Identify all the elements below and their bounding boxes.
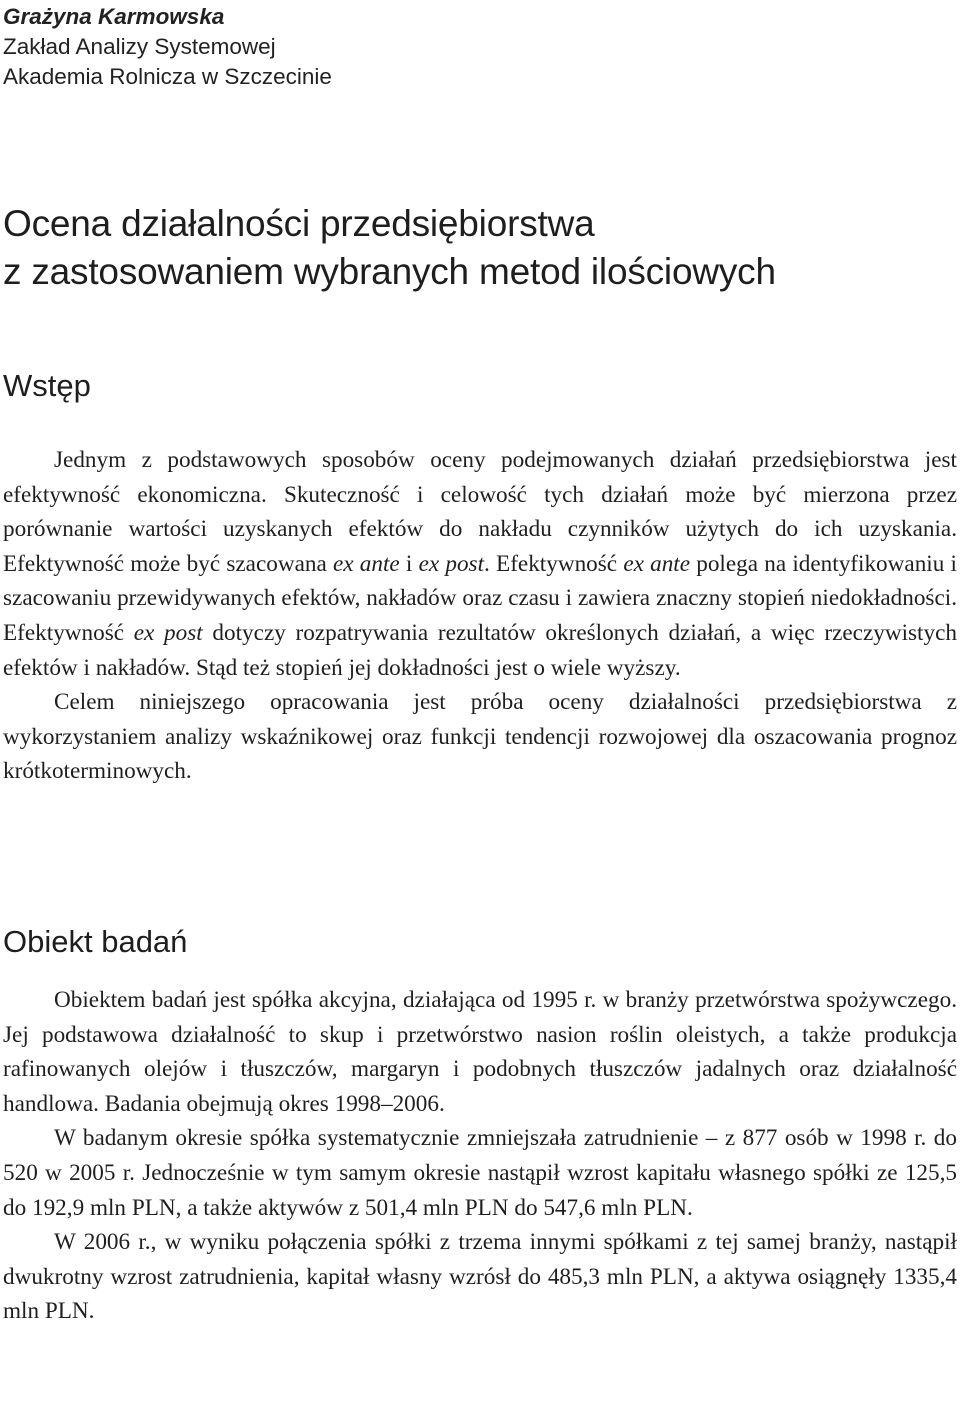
intro-paragraph-1 xyxy=(3,443,957,685)
object-paragraph-2: W badanym okresie spółka systematycznie zmniejszała zatrudnienie – z 877 osób w 1998 r. do 520 w 2005 r. Jednocześnie w tym samym okresie nastąpił wzrost kapitału własnego spółki ze 125,5 do 192,9 mln PLN, a także aktywów z 501,4 mln PLN do 547,6 mln PLN. xyxy=(3,1125,957,1221)
intro-paragraph-2: Celem niniejszego opracowania jest próba oceny działalności przedsiębiorstwa z wykorzystaniem analizy wskaźnikowej oraz funkcji tendencji rozwojowej dla oszacowania prognoz krótkoterminowych. xyxy=(3,689,957,785)
section-body-intro xyxy=(3,443,957,789)
intro-p1-text-1: Jednym z podstawowych sposobów oceny podejmowanych działań przedsiębiorstwa jest efektywność ekonomiczna. Skuteczność i celowość tych działań może być mierzona przez porównanie wartości uzyskanych efektów do nakładu czynników użytych do ich uzyskania. Efektywność może być szacowana xyxy=(3,447,957,577)
intro-p1-text-4: polega na identyfikowaniu i szacowaniu przewidywanych efektów, nakładów oraz czasu i zawiera znaczny stopień niedokładności. Efektywność xyxy=(3,550,957,646)
section-body-object xyxy=(3,983,957,1329)
intro-p1-ex-post-1: ex post xyxy=(418,550,485,577)
intro-p1-text-5: dotyczy rozpatrywania rezultatów określonych działań, a więc rzeczywistych efektów i nakładów. Stąd też stopień jej dokładności jest o wiele wyższy. xyxy=(3,619,957,681)
intro-p1-text-2: i xyxy=(399,550,419,577)
section-heading-intro: Wstęp xyxy=(3,368,91,403)
paper-title xyxy=(3,200,776,296)
author-department: Zakład Analizy Systemowej xyxy=(3,34,276,59)
intro-p1-ex-ante-2: ex ante xyxy=(623,550,691,577)
author-block xyxy=(3,2,332,92)
intro-p1-ex-post-2: ex post xyxy=(133,619,203,646)
author-name: Grażyna Karmowska xyxy=(3,4,225,29)
intro-p1-ex-ante-1: ex ante xyxy=(333,550,400,577)
object-paragraph-3: W 2006 r., w wyniku połączenia spółki z trzema innymi spółkami z tej samej branży, nastąpił dwukrotny wzrost zatrudnienia, kapitał własny wzrósł do 485,3 mln PLN, a aktywa osiągnęły 1335,4 mln PLN. xyxy=(3,1229,957,1325)
object-paragraph-1: Obiektem badań jest spółka akcyjna, działająca od 1995 r. w branży przetwórstwa spożywczego. Jej podstawowa działalność to skup i przetwórstwo nasion roślin oleistych, a także produkcja rafinowanych olejów i tłuszczów, margaryn i podobnych tłuszczów jadalnych oraz działalność handlowa. Badania obejmują okres 1998–2006. xyxy=(3,987,957,1117)
paper-title-line2: z zastosowaniem wybranych metod ilościowych xyxy=(3,251,776,292)
paper-title-line1: Ocena działalności przedsiębiorstwa xyxy=(3,203,595,244)
author-university: Akademia Rolnicza w Szczecinie xyxy=(3,64,332,89)
intro-p1-text-3: . Efektywność xyxy=(484,550,624,577)
section-heading-object: Obiekt badań xyxy=(3,924,188,959)
